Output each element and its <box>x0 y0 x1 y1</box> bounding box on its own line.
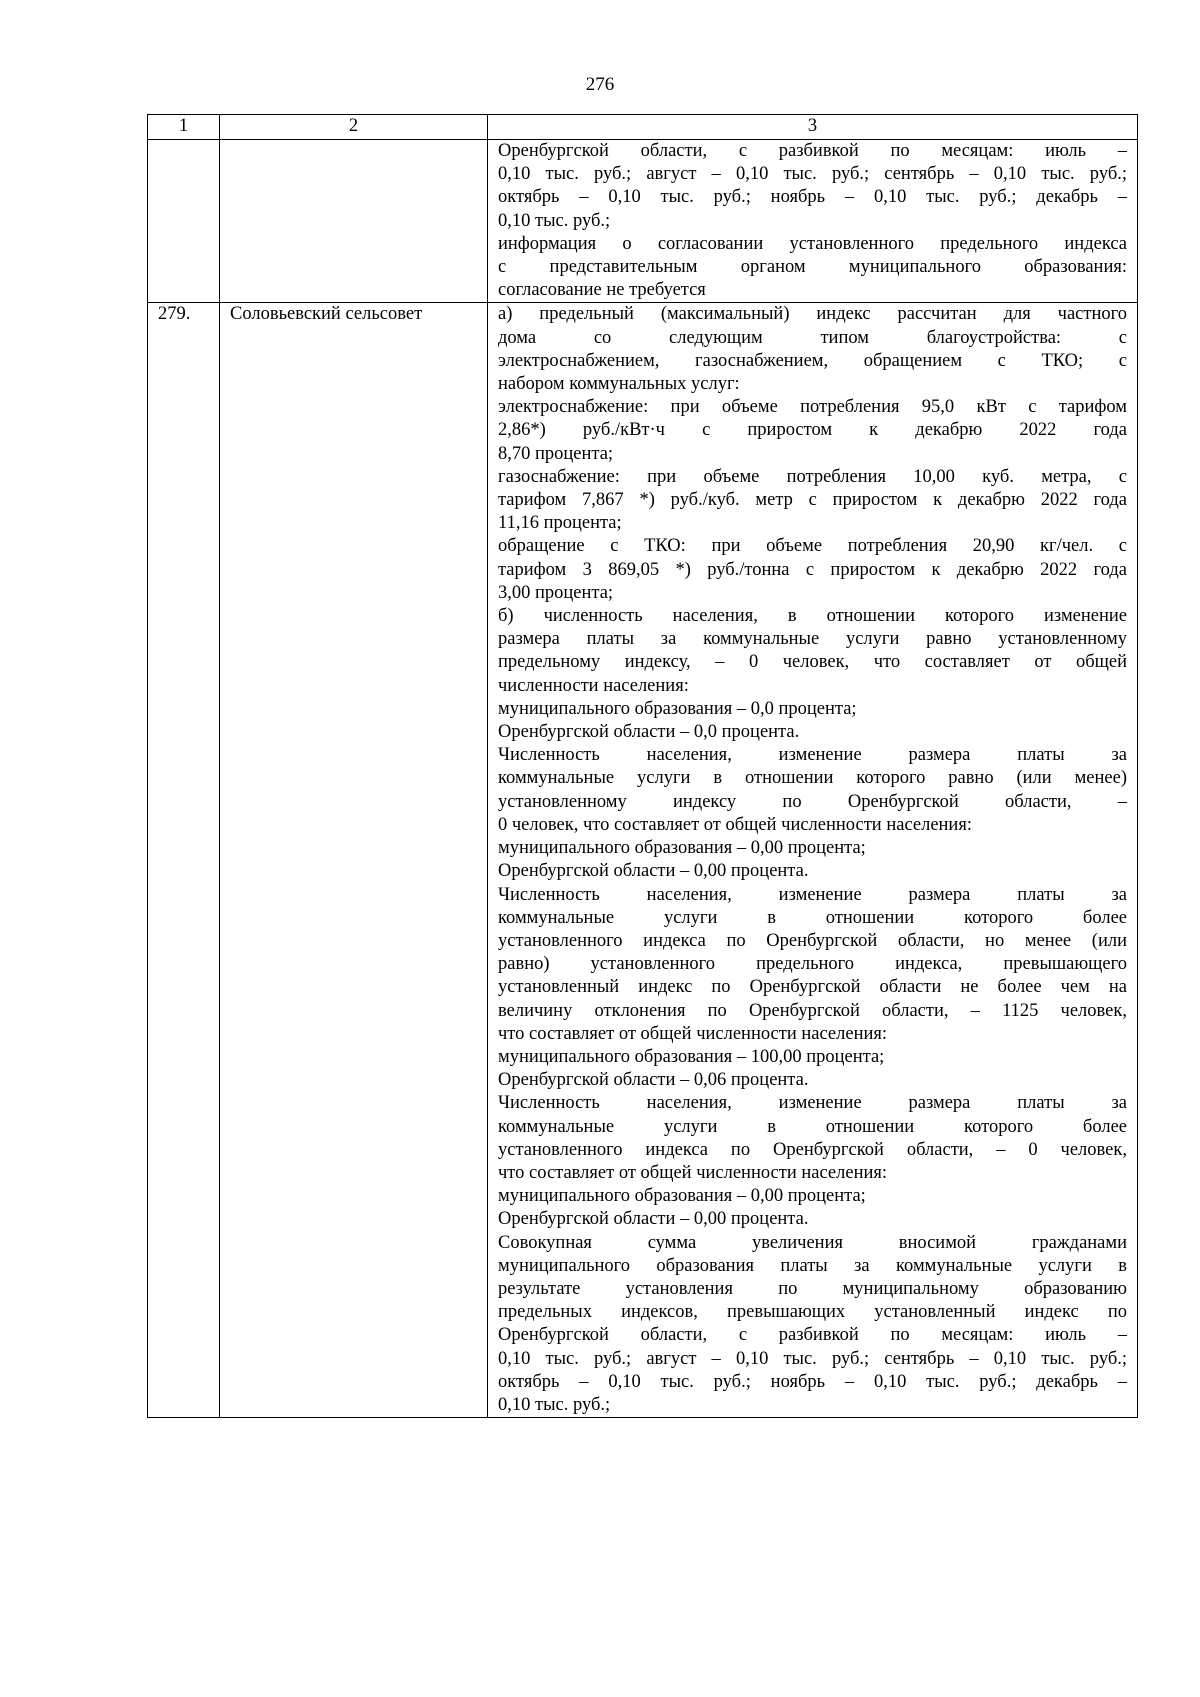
row-number <box>148 140 220 303</box>
municipality-name <box>220 140 488 303</box>
text-line: предельных индексов, превышающих установленный индекс по <box>498 1302 1127 1323</box>
text-line: что составляет от общей численности населения: <box>498 1162 888 1183</box>
municipality-name: Соловьевский сельсовет <box>220 303 488 1418</box>
text-line: обращение с ТКО: при объеме потребления 20,90 кг/чел. с <box>498 536 1127 557</box>
text-line: равно) установленного предельного индекса, превышающего <box>498 954 1127 975</box>
table-row-279 <box>148 303 1138 1418</box>
text-line: тарифом 7,867 *) руб./куб. метр с приростом к декабрю 2022 года <box>498 490 1127 511</box>
text-line: октябрь – 0,10 тыс. руб.; ноябрь – 0,10 тыс. руб.; декабрь – <box>498 187 1127 208</box>
text-line: октябрь – 0,10 тыс. руб.; ноябрь – 0,10 тыс. руб.; декабрь – <box>498 1371 1127 1392</box>
text-line: Оренбургской области, с разбивкой по месяцам: июль – <box>498 1325 1127 1346</box>
text-line: 0,10 тыс. руб.; август – 0,10 тыс. руб.; сентябрь – 0,10 тыс. руб.; <box>498 1348 1127 1369</box>
text-line: 3,00 процента; <box>498 582 614 603</box>
text-line: что составляет от общей численности населения: <box>498 1023 888 1044</box>
text-line: б) численность населения, в отношении которого изменение <box>498 606 1127 627</box>
text-line: а) предельный (максимальный) индекс рассчитан для частного <box>498 304 1127 325</box>
header-col-2: 2 <box>220 115 488 140</box>
text-line: установленного индекса по Оренбургской области, но менее (или <box>498 930 1127 951</box>
text-line: муниципального образования – 100,00 процента; <box>498 1046 885 1067</box>
text-line: согласование не требуется <box>498 280 706 301</box>
text-line: Оренбургской области – 0,06 процента. <box>498 1070 809 1091</box>
text-line: тарифом 3 869,05 *) руб./тонна с приростом к декабрю 2022 года <box>498 559 1127 580</box>
text-line: 11,16 процента; <box>498 513 622 534</box>
header-col-3: 3 <box>488 115 1138 140</box>
text-line: 0,10 тыс. руб.; <box>498 210 611 231</box>
text-line: 8,70 процента; <box>498 443 614 464</box>
text-line: коммунальные услуги в отношении которого равно (или менее) <box>498 768 1127 789</box>
text-line: численности населения: <box>498 675 689 696</box>
text-line: Численность населения, изменение размера платы за <box>498 745 1127 766</box>
text-line: электроснабжением, газоснабжением, обращением с ТКО; с <box>498 350 1127 371</box>
text-line: результате установления по муниципальному образованию <box>498 1278 1127 1299</box>
text-line: с представительным органом муниципального образования: <box>498 257 1127 278</box>
table-row-continued <box>148 140 1138 303</box>
text-line: Оренбургской области – 0,00 процента. <box>498 861 809 882</box>
text-line: Численность населения, изменение размера платы за <box>498 1093 1127 1114</box>
row-description <box>488 303 1138 1418</box>
row-number: 279. <box>148 303 220 1418</box>
text-line: 0,10 тыс. руб.; август – 0,10 тыс. руб.; сентябрь – 0,10 тыс. руб.; <box>498 164 1127 185</box>
text-line: 0,10 тыс. руб.; <box>498 1394 611 1415</box>
text-line: набором коммунальных услуг: <box>498 374 740 395</box>
text-line: муниципального образования платы за коммунальные услуги в <box>498 1255 1127 1276</box>
header-col-1: 1 <box>148 115 220 140</box>
text-line: Совокупная сумма увеличения вносимой гражданами <box>498 1232 1127 1253</box>
text-line: электроснабжение: при объеме потребления 95,0 кВт с тарифом <box>498 397 1127 418</box>
text-line: Оренбургской области – 0,0 процента. <box>498 722 800 743</box>
text-line: величину отклонения по Оренбургской области, – 1125 человек, <box>498 1000 1127 1021</box>
text-line: 0 человек, что составляет от общей численности населения: <box>498 814 972 835</box>
text-line: муниципального образования – 0,00 процента; <box>498 838 866 859</box>
text-line: установленному индексу по Оренбургской области, – <box>498 791 1127 812</box>
text-line: информация о согласовании установленного предельного индекса <box>498 233 1127 254</box>
text-line: установленный индекс по Оренбургской области не более чем на <box>498 977 1127 998</box>
text-line: размера платы за коммунальные услуги равно установленному <box>498 629 1127 650</box>
text-line: муниципального образования – 0,00 процента; <box>498 1186 866 1207</box>
text-line: Оренбургской области, с разбивкой по месяцам: июль – <box>498 141 1127 161</box>
text-line: газоснабжение: при объеме потребления 10,00 куб. метра, с <box>498 466 1127 487</box>
text-line: коммунальные услуги в отношении которого более <box>498 1116 1127 1137</box>
text-line: установленного индекса по Оренбургской области, – 0 человек, <box>498 1139 1127 1160</box>
page-number: 276 <box>585 74 615 95</box>
text-line: дома со следующим типом благоустройства: с <box>498 327 1127 348</box>
table-header-row <box>148 115 1138 140</box>
row-description <box>488 140 1138 303</box>
text-line: предельному индексу, – 0 человек, что составляет от общей <box>498 652 1127 673</box>
text-line: 2,86*) руб./кВт·ч с приростом к декабрю 2022 года <box>498 420 1127 441</box>
document-table <box>147 114 1138 1418</box>
text-line: Оренбургской области – 0,00 процента. <box>498 1209 809 1230</box>
text-line: коммунальные услуги в отношении которого более <box>498 907 1127 928</box>
text-line: Численность населения, изменение размера платы за <box>498 884 1127 905</box>
text-line: муниципального образования – 0,0 процента; <box>498 698 857 719</box>
